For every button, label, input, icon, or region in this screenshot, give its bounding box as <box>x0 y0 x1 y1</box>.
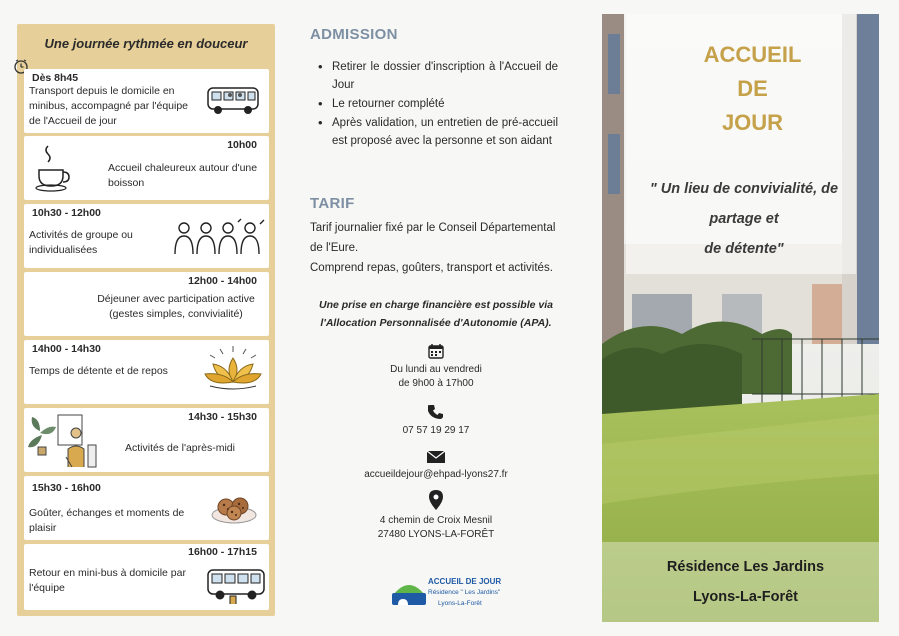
tarif-title: TARIF <box>310 195 355 212</box>
lotus-icon <box>202 344 264 390</box>
schedule-time: 14h30 - 15h30 <box>188 411 257 423</box>
tarif-line-2: Comprend repas, goûters, transport et activités. <box>310 262 553 274</box>
tarif-line-1: Tarif journalier fixé par le Conseil Départemental de l'Eure. <box>310 222 556 254</box>
schedule-time: Dès 8h45 <box>32 72 79 84</box>
schedule-title: Une journée rythmée en douceur <box>44 36 248 51</box>
opening-time: de 9h00 à 17h00 <box>398 378 474 389</box>
schedule-desc: Activités de groupe ou individualisées <box>29 229 133 256</box>
residence-town: Lyons-La-Forêt <box>693 589 798 605</box>
apa-note: Une prise en charge financière est possible via l'Allocation Personnalisée d'Autonomie (APA). <box>318 299 553 329</box>
schedule-time: 10h00 <box>227 139 257 151</box>
schedule-card <box>24 340 269 404</box>
accueil-logo <box>390 574 510 610</box>
schedule-card <box>24 272 269 336</box>
schedule-card <box>24 204 269 268</box>
cover-panel <box>602 14 879 622</box>
schedule-desc: Transport depuis le domicile en minibus, accompagné par l'équipe de l'Accueil de jour <box>29 85 189 127</box>
address-line-1: 4 chemin de Croix Mesnil <box>379 515 493 526</box>
cover-title-line-1: ACCUEIL <box>703 42 802 67</box>
cover-quote-line-2: partage et <box>709 211 779 227</box>
list-item: • Après validation, un entretien de pré-accueil est proposé avec la personne et son aidant <box>314 114 558 150</box>
phone-block <box>310 404 562 438</box>
schedule-desc: Temps de détente et de repos <box>29 365 168 377</box>
phone-icon <box>428 404 444 420</box>
group-people-icon <box>172 218 268 258</box>
schedule-desc: Goûter, échanges et moments de plaisir <box>29 507 185 534</box>
address-line-2: 27480 LYONS-LA-FORÊT <box>377 529 495 540</box>
schedule-card <box>24 544 269 610</box>
logo-emblem-icon <box>390 578 428 608</box>
cover-residence <box>602 552 879 612</box>
admission-title: ADMISSION <box>310 26 398 43</box>
address-block <box>310 490 562 542</box>
logo-line-2: Résidence " Les Jardins" <box>428 589 501 596</box>
schedule-card <box>24 476 269 540</box>
calendar-icon <box>428 343 444 359</box>
schedule-time: 12h00 - 14h00 <box>188 275 257 287</box>
logo-line-1: ACCUEIL DE JOUR <box>428 577 502 586</box>
mail-icon <box>426 450 446 464</box>
opening-days: Du lundi au vendredi <box>390 364 482 375</box>
painter-icon <box>28 411 98 469</box>
tarif-text <box>310 218 562 278</box>
opening-hours <box>310 343 562 391</box>
schedule-card <box>24 408 269 472</box>
info-panel <box>310 0 562 636</box>
coffee-cup-icon <box>34 144 70 192</box>
schedule-card <box>24 136 269 200</box>
location-pin-icon <box>429 490 443 510</box>
email-address[interactable]: accueildejour@ehpad-lyons27.fr <box>364 469 508 480</box>
cover-title-line-3: JOUR <box>721 110 784 135</box>
schedule-card <box>24 69 269 133</box>
phone-number[interactable]: 07 57 19 29 17 <box>402 425 470 436</box>
schedule-time: 10h30 - 12h00 <box>32 207 101 219</box>
minibus-icon <box>206 564 268 606</box>
schedule-time: 15h30 - 16h00 <box>32 482 101 494</box>
cover-quote-line-1: " Un lieu de convivialité, de <box>649 181 839 197</box>
logo-line-3: Lyons-La-Forêt <box>438 600 482 607</box>
schedule-desc: Retour en mini-bus à domicile par l'équipe <box>29 567 186 594</box>
email-block <box>310 450 562 482</box>
cover-quote-line-3: de détente" <box>704 241 784 257</box>
schedule-desc: Activités de l'après-midi <box>125 442 235 454</box>
cover-title-line-2: DE <box>737 76 768 101</box>
schedule-time: 14h00 - 14h30 <box>32 343 101 355</box>
cover-title <box>602 38 879 140</box>
cookies-icon <box>210 493 258 525</box>
minibus-icon <box>206 83 262 117</box>
schedule-panel <box>17 24 275 616</box>
schedule-desc: Déjeuner avec participation active (gestes simples, convivialité) <box>97 293 255 320</box>
list-item: • Le retourner complété <box>314 95 558 113</box>
cover-quote <box>624 174 864 264</box>
residence-name: Résidence Les Jardins <box>666 559 825 575</box>
schedule-desc: Accueil chaleureux autour d'une boisson <box>108 162 258 189</box>
logo-text <box>428 576 518 609</box>
list-item: • Retirer le dossier d'inscription à l'Accueil de Jour <box>314 58 558 94</box>
schedule-time: 16h00 - 17h15 <box>188 546 257 558</box>
admission-list <box>314 58 558 151</box>
